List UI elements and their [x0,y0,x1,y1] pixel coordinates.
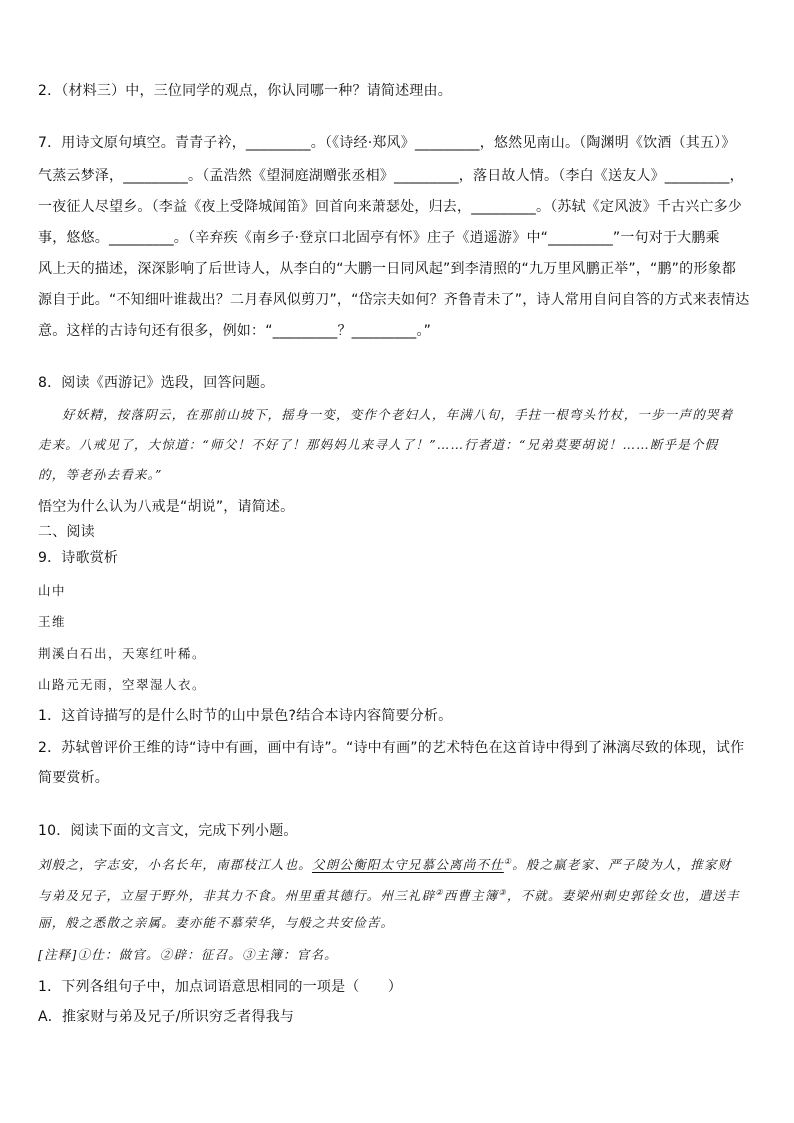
classical-text-line-1 [38,851,731,876]
question-9-title: 9．诗歌赏析 [38,550,119,566]
question-10-sub-1: 1．下列各组句子中，加点词语意思相同的一项是（ ） [38,979,403,995]
excerpt-line-3: 的，等老孙去看来。” [38,467,163,482]
classical-text-segment: 西曹主簿 [443,888,499,904]
question-7-line-2: 气蒸云梦泽，_________。（孟浩然《望洞庭湖赠张丞相》_________，落日故人情。（李白《送友人》_________， [38,168,744,184]
classical-text-line-2 [38,882,740,907]
question-7-line-4: 事，悠悠。_________。（辛弃疾《南乡子·登京口北固亭有怀》庄子《逍遥游》中“_________”一句对于大鹏乘 [38,230,720,246]
classical-text-segment: 与弟及兄子，立屋于野外，非其力不食。州里重其德行。州三礼辟 [38,888,436,904]
note-marker-1: ① [503,857,513,866]
question-9-sub-2-line-1: 2．苏轼曾评价王维的诗“诗中有画，画中有诗”。“诗中有画”的艺术特色在这首诗中得到了淋漓尽致的体现，试作 [38,740,745,756]
question-7-line-5: 风上天的描述，深深影响了后世诗人，从李白的“大鹏一日同风起”到李清照的“九万里风鹏正举”，“鹏”的形象都 [38,261,736,277]
poem-title: 山中 [38,583,67,598]
excerpt-line-1: 好妖精，按落阴云，在那前山坡下，摇身一变，变作个老妇人，年满八旬，手拄一根弯头竹杖，一步一声的哭着 [62,407,734,422]
question-7-line-3: 一夜征人尽望乡。（李益《夜上受降城闻笛》回首向来萧瑟处，归去，_________。（苏轼《定风波》千古兴亡多少 [38,199,742,215]
underlined-phrase: 父朗公衡阳太守兄慕公离尚不仕 [312,857,504,873]
poem-verse-1: 荆溪白石出，天寒红叶稀。 [38,646,207,661]
question-8-question: 悟空为什么认为八戒是“胡说”，请简述。 [38,499,295,515]
poem-verse-2: 山路元无雨，空翠湿人衣。 [38,677,207,692]
question-7-line-1: 7．用诗文原句填空。青青子衿，_________。（《诗经·郑风》_________，悠然见南山。（陶渊明《饮酒（其五）》 [38,135,736,151]
question-9-sub-1: 1．这首诗描写的是什么时节的山中景色?结合本诗内容简要分析。 [38,708,453,724]
annotation-notes: [注释]①仕：做官。②辟：征召。③主簿：官名。 [38,947,338,962]
classical-text-line-3: 丽，般之悉散之亲属。妻亦能不慕荣华，与般之共安俭苦。 [38,915,395,930]
classical-text-segment: 。般之羸老家、严子陵为人，推家财 [512,857,732,873]
question-7-line-7: 意。这样的古诗句还有很多，例如：“_________？_________。” [38,323,432,339]
question-2: 2．（材料三）中，三位同学的观点，你认同哪一种？请简述理由。 [38,83,452,99]
classical-text-segment: 刘般之，字志安，小名长年，南郡枝江人也。 [38,857,313,873]
note-marker-3: ③ [498,888,507,897]
option-a: A．推家财与弟及兄子/所识穷乏者得我与 [38,1009,295,1025]
excerpt-line-2: 走来。八戒见了，大惊道：“师父！不好了！那妈妈儿来寻人了！”……行者道：“兄弟莫要胡说！……断乎是个假 [38,437,719,452]
question-8-prompt: 8．阅读《西游记》选段，回答问题。 [38,375,275,391]
question-9-sub-2-line-2: 简要赏析。 [38,770,109,786]
question-10-prompt: 10．阅读下面的文言文，完成下列小题。 [38,823,298,839]
poet-name: 王维 [38,614,67,629]
classical-text-segment: ，不就。妻梁州刺史郭铨女也，遣送丰 [506,888,740,904]
section-heading: 二、阅读 [38,524,95,540]
question-7-line-6: 源自于此。“不知细叶谁裁出？二月春风似剪刀”，“岱宗夫如何？齐鲁青未了”，诗人常用自问自答的方式来表情达 [38,292,750,308]
note-marker-2: ② [435,888,444,897]
